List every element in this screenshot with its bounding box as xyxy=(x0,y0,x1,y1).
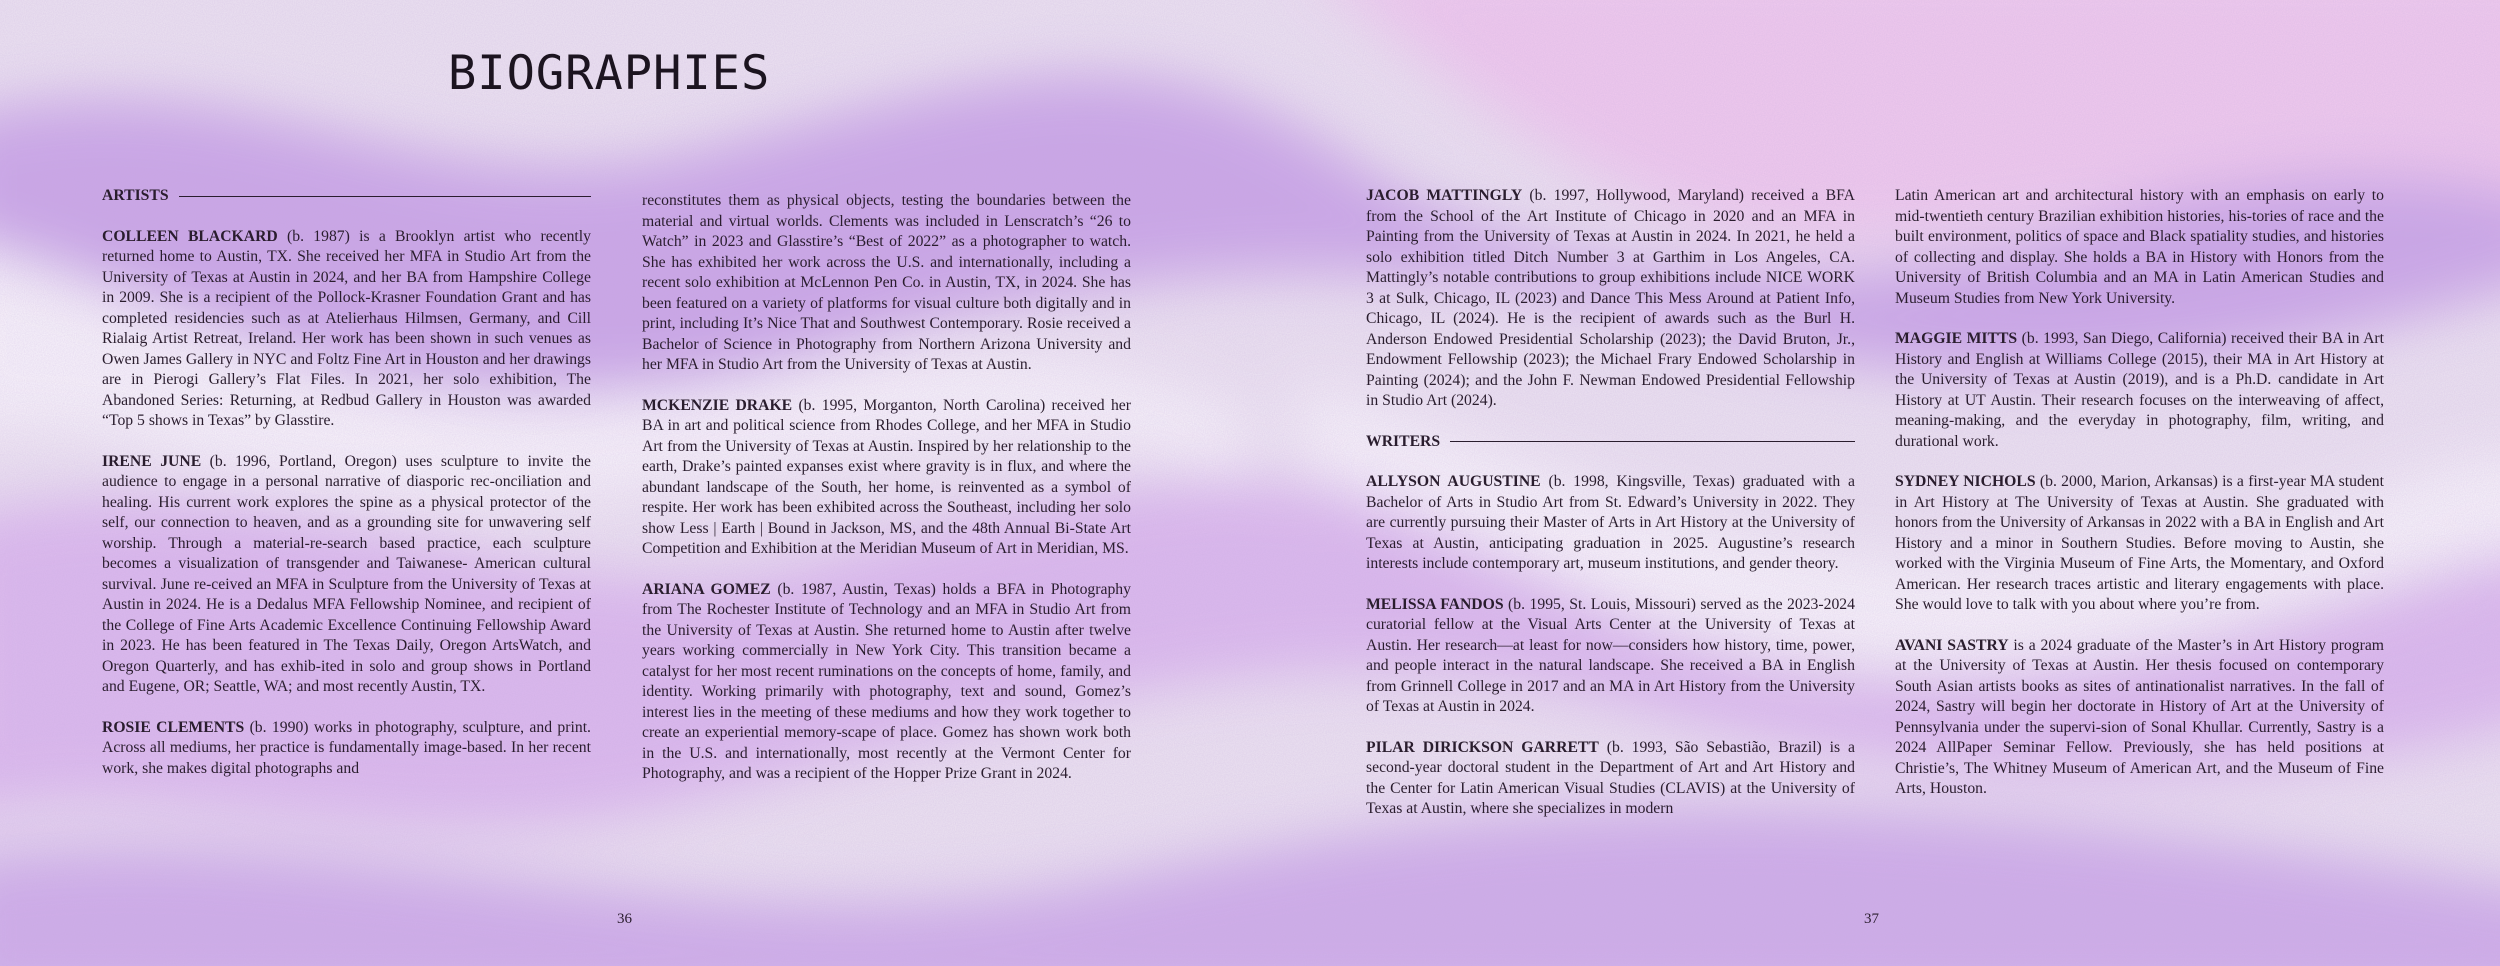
bio-text: is a 2024 graduate of the Master’s in Art History program at the University of Texas at Austin. Her thesis focused on contemporary South Asian artists books as sites of antinationalist narratives. In the fall of 2024, Sastry will begin her doctorate in History of Art at the University of Pennsylvania under the supervi-sion of Sonal Khullar. Currently, Sastry is a 2024 AllPaper Seminar Fellow. Previously, she has held positions at Christie’s, The Whitney Museum of American Art, and the Museum of Fine Arts, Houston. xyxy=(1895,636,2384,797)
bio-text: (b. 1996, Portland, Oregon) uses sculpture to invite the audience to engage in a personal narrative of diasporic rec-onciliation and healing. His current work explores the spine as a physical protector of the self, our connection to heaven, and as a grounding site for unwavering self worship. Through a material-re-search based practice, each sculpture becomes a visualization of transgender and Taiwanese- American cultural survival. June re-ceived an MFA in Sculpture from the University of Texas at Austin in 2024. He is a Dedalus MFA Fellowship Nominee, and recipient of the College of Fine Arts Academic Excellence Continuing Fellowship Award in 2023. He has been featured in The Texas Daily, Oregon ArtsWatch, and Oregon Quarterly, and has exhib-ited in solo and group shows in Portland and Eugene, OR; Seattle, WA; and most recently Austin, TX. xyxy=(102,452,591,695)
bio-paragraph xyxy=(1895,329,2384,452)
bio-name: AVANI SASTRY xyxy=(1895,636,2009,654)
section-label: ARTISTS xyxy=(102,187,169,204)
column-2 xyxy=(642,191,1131,805)
page-number: 36 xyxy=(617,911,632,927)
bio-text: Latin American art and architectural history with an emphasis on early to mid-twentieth century Brazilian exhibition histories, his-tories of race and the built environment, politics of space and Black spatiality studies, and histories of collecting and display. She holds a BA in History with Honors from the University of British Columbia and an MA in Latin American Studies and Museum Studies from New York University. xyxy=(1895,187,2384,307)
bio-text: (b. 1993, San Diego, California) received their BA in Art History and English at Williams College (2015), their MA in Art History at the University of Texas at Austin (2019), and is a Ph.D. candidate in Art History at UT Austin. Their research focuses on the interweaving of affect, meaning-making, and the everyday in photography, film, writing, and durational work. xyxy=(1895,330,2385,450)
bio-name: ARIANA GOMEZ xyxy=(642,580,771,598)
section-label: WRITERS xyxy=(1366,432,1441,450)
bio-paragraph xyxy=(642,191,1131,376)
page-number: 37 xyxy=(1864,911,1879,927)
bio-text: (b. 1995, St. Louis, Missouri) served as the 2023-2024 curatorial fellow at the Visual Arts Center at the University of Texas at Austin. Her research—at least for now—considers how history, time, power, and people interact in the natural landscape. She received a BA in English from Grinnell College in 2017 and an MA in Art History from the University of Texas at Austin in 2024. xyxy=(1366,595,1855,715)
bio-name: IRENE JUNE xyxy=(102,452,202,470)
right-page xyxy=(1250,0,2500,966)
section-heading-writers xyxy=(1366,432,1855,453)
bio-name: ROSIE CLEMENTS xyxy=(102,718,245,736)
bio-name: MAGGIE MITTS xyxy=(1895,330,2018,347)
bio-text: (b. 1997, Hollywood, Maryland) received a BFA from the School of the Art Institute of Chicago in 2020 and an MFA in Painting from the University of Texas at Austin in 2024. In 2021, he held a solo exhibition titled Ditch Number 3 at Garthim in Los Angeles, CA. Mattingly’s notable contributions to group exhibitions include NICE WORK 3 at Sulk, Chicago, IL (2023) and Dance This Mess Around at Patient Info, Chicago, IL (2024). He is the recipient of awards such as the Burl H. Anderson Endowed Presidential Scholarship (2023); the David Bruton, Jr., Endowment Fellowship (2023); the Michael Frary Endowed Scholarship in Painting (2024); and the John F. Newman Endowed Presidential Fellowship in Studio Art (2024). xyxy=(1366,187,1855,409)
bio-name: SYDNEY NICHOLS xyxy=(1895,473,2036,490)
bio-list xyxy=(102,227,591,780)
column-3 xyxy=(1366,186,1855,840)
bio-text: (b. 1990) works in photography, sculpture, and print. Across all mediums, her practice is fundamentally image-based. In her recent work, she makes digital photographs and xyxy=(102,718,591,777)
bio-text: (b. 1998, Kingsville, Texas) graduated with a Bachelor of Arts in Studio Art from St. Edward’s University in 2022. They are currently pursuing their Master of Arts in Art History at the University of Texas at Austin, anticipating graduation in 2025. Augustine’s research interests include contemporary art, museum institutions, and gender theory. xyxy=(1366,473,1855,572)
bio-name: ALLYSON AUGUSTINE xyxy=(1366,473,1541,490)
bio-text: reconstitutes them as physical objects, testing the boundaries between the material and virtual worlds. Clements was included in Lenscratch’s “26 to Watch” in 2023 and Glasstire’s “Best of 2022” as a photographer to watch. She has exhibited her work across the U.S. and internationally, including a recent solo exhibition at McLennon Pen Co. in Austin, TX, in 2024. She has been featured on a variety of platforms for visual culture both digitally and in print, including It’s Nice That and Southwest Contemporary. Rosie received a Bachelor of Science in Photography from Northern Arizona University and her MFA in Studio Art from the University of Texas at Austin. xyxy=(642,192,1131,373)
bio-name: COLLEEN BLACKARD xyxy=(102,227,278,245)
bio-text: (b. 1987, Austin, Texas) holds a BFA in Photography from The Rochester Institute of Technology and an MFA in Studio Art from the University of Texas at Austin. She returned home to Austin after twelve years working commercially in New York City. This transition became a catalyst for her most recent ruminations on the concepts of home, family, and identity. Working primarily with photography, text and sound, Gomez’s interest lies in the meeting of these mediums and how they work together to create an experiential memory-scape of place. Gomez has shown work both in the U.S. and internationally, most recently at the Vermont Center for Photography, and was a recipient of the Hopper Prize Grant in 2024. xyxy=(642,580,1131,782)
bio-paragraph xyxy=(1895,186,2384,309)
bio-name: MELISSA FANDOS xyxy=(1366,595,1504,613)
bio-name: PILAR DIRICKSON GARRETT xyxy=(1366,738,1599,756)
bio-paragraph xyxy=(102,227,591,432)
bio-paragraph xyxy=(642,580,1131,785)
bio-name: MCKENZIE DRAKE xyxy=(642,396,793,414)
bio-list xyxy=(642,191,1131,785)
bio-paragraph xyxy=(1366,738,1855,820)
bio-text: (b. 1995, Morganton, North Carolina) received her BA in art and political science from Rhodes College, and her MFA in Studio Art from the University of Texas at Austin. Inspired by her relationship to the earth, Drake’s painted expanses exist where gravity is in flux, and where the abundant landscape of the South, her home, is reinvented as a symbol of respite. Her work has been exhibited across the Southeast, including her solo show Less | Earth | Bound in Jackson, MS, and the 48th Annual Bi-State Art Competition and Exhibition at the Meridian Museum of Art in Meridian, MS. xyxy=(642,396,1131,557)
bio-list xyxy=(1366,186,1855,412)
bio-list xyxy=(1366,472,1855,820)
section-rule xyxy=(1450,441,1855,442)
bio-paragraph xyxy=(102,452,591,698)
bio-paragraph xyxy=(102,718,591,780)
section-heading-artists xyxy=(102,186,591,207)
bio-paragraph xyxy=(1366,472,1855,575)
bio-paragraph xyxy=(1366,186,1855,412)
bio-list xyxy=(1895,186,2384,800)
bio-paragraph xyxy=(1895,636,2384,800)
bio-text: (b. 1987) is a Brooklyn artist who recently returned home to Austin, TX. She received her MFA in Studio Art from the University of Texas at Austin in 2024, and her BA from Hampshire College in 2009. She is a recipient of the Pollock-Krasner Foundation Grant and has completed residencies such as at Atelierhaus Hilmsen, Germany, and Cill Rialaig Artist Retreat, Ireland. Her work has been shown in such venues as Owen James Gallery in NYC and Foltz Fine Art in Houston and her drawings are in Pierogi Gallery’s Flat Files. In 2021, her solo exhibition, The Abandoned Series: Returning, at Redbud Gallery in Houston was awarded “Top 5 shows in Texas” by Glasstire. xyxy=(102,227,591,429)
bio-text: (b. 2000, Marion, Arkansas) is a first-year MA student in Art History at The University of Texas at Austin. She graduated with honors from the University of Arkansas in 2022 with a BA in English and Art History and a minor in Southern Studies. Before moving to Austin, she worked with the Virginia Museum of Fine Arts, the Momentary, and Oxford American. Her research traces artistic and literary engagements with place. She would love to talk with you about where you’re from. xyxy=(1895,473,2385,613)
page-title: BIOGRAPHIES xyxy=(448,46,771,101)
bio-text: (b. 1993, São Sebastião, Brazil) is a second-year doctoral student in the Department of Art and Art History and the Center for Latin American Visual Studies (CLAVIS) at the University of Texas at Austin, where she specializes in modern xyxy=(1366,738,1856,817)
section-rule xyxy=(179,196,591,197)
column-1 xyxy=(102,186,591,799)
bio-paragraph xyxy=(1895,472,2384,616)
bio-paragraph xyxy=(1366,595,1855,718)
column-4 xyxy=(1895,186,2384,820)
bio-paragraph xyxy=(642,396,1131,560)
bio-name: JACOB MATTINGLY xyxy=(1366,187,1523,204)
